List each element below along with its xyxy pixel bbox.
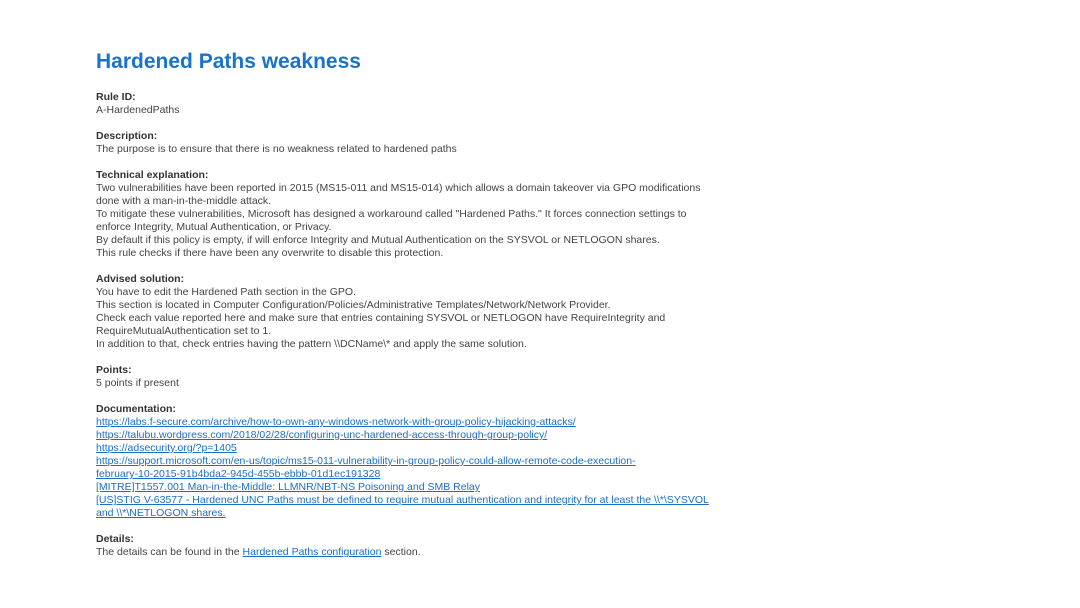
description-label: Description:: [96, 130, 158, 142]
points-section: [96, 364, 736, 390]
doc-link-stig[interactable]: [US]STIG V-63577 - Hardened UNC Paths must be defined to require mutual authentication and integrity for at least the \\*\SYSVOL and \\*\NETLOGON shares.: [96, 494, 709, 519]
hardened-paths-config-link[interactable]: Hardened Paths configuration: [242, 546, 382, 558]
solution-line: You have to edit the Hardened Path section in the GPO.: [96, 286, 356, 298]
description-value: The purpose is to ensure that there is no weakness related to hardened paths: [96, 143, 457, 155]
documentation-label: Documentation:: [96, 403, 176, 415]
doc-link-microsoft[interactable]: https://support.microsoft.com/en-us/topic/ms15-011-vulnerability-in-group-policy-could-allow-remote-code-execution- february-10-2015-91b4bda2-945d-455b-ebbb-01d1ec191328: [96, 455, 636, 480]
doc-link-mitre[interactable]: [MITRE]T1557.001 Man-in-the-Middle: LLMNR/NBT-NS Poisoning and SMB Relay: [96, 481, 480, 493]
technical-text: [96, 182, 736, 260]
solution-label: Advised solution:: [96, 273, 185, 285]
description-section: [96, 130, 736, 156]
technical-label: Technical explanation:: [96, 169, 209, 181]
details-label: Details:: [96, 533, 134, 545]
rule-id-label: Rule ID:: [96, 91, 136, 103]
page-title: Hardened Paths weakness: [96, 50, 361, 73]
doc-link-adsecurity[interactable]: https://adsecurity.org/?p=1405: [96, 442, 237, 454]
technical-line: This rule checks if there have been any overwrite to disable this protection.: [96, 247, 444, 259]
solution-line: In addition to that, check entries having the pattern \\DCName\* and apply the same solution.: [96, 338, 527, 350]
details-prefix: The details can be found in the: [96, 546, 243, 558]
details-suffix: section.: [381, 546, 421, 558]
technical-line: By default if this policy is empty, if will enforce Integrity and Mutual Authentication on the SYSVOL or NETLOGON shares.: [96, 234, 660, 246]
solution-text: [96, 286, 736, 351]
doc-link-fsecure[interactable]: https://labs.f-secure.com/archive/how-to-own-any-windows-network-with-group-policy-hijacking-attacks/: [96, 416, 576, 428]
technical-line: Two vulnerabilities have been reported in 2015 (MS15-011 and MS15-014) which allows a domain takeover via GPO modifications: [96, 182, 701, 194]
technical-section: [96, 169, 736, 260]
documentation-section: [96, 403, 736, 520]
details-text: [96, 546, 736, 559]
rule-content: [96, 48, 736, 572]
solution-line: Check each value reported here and make sure that entries containing SYSVOL or NETLOGON have RequireIntegrity and: [96, 312, 666, 324]
points-label: Points:: [96, 364, 132, 376]
technical-line: To mitigate these vulnerabilities, Microsoft has designed a workaround called "Hardened Paths." It forces connection settings to: [96, 208, 687, 220]
rule-id-value: A-HardenedPaths: [96, 104, 180, 116]
doc-link-talubu[interactable]: https://talubu.wordpress.com/2018/02/28/configuring-unc-hardened-access-through-group-policy/: [96, 429, 548, 441]
technical-line: done with a man-in-the-middle attack.: [96, 195, 272, 207]
solution-line: This section is located in Computer Configuration/Policies/Administrative Templates/Network/Network Provider.: [96, 299, 611, 311]
technical-line: enforce Integrity, Mutual Authentication, or Privacy.: [96, 221, 332, 233]
points-value: 5 points if present: [96, 377, 179, 389]
solution-line: RequireMutualAuthentication set to 1.: [96, 325, 272, 337]
documentation-links: [96, 416, 736, 520]
solution-section: [96, 273, 736, 351]
details-section: [96, 533, 736, 559]
rule-id-section: [96, 91, 736, 117]
